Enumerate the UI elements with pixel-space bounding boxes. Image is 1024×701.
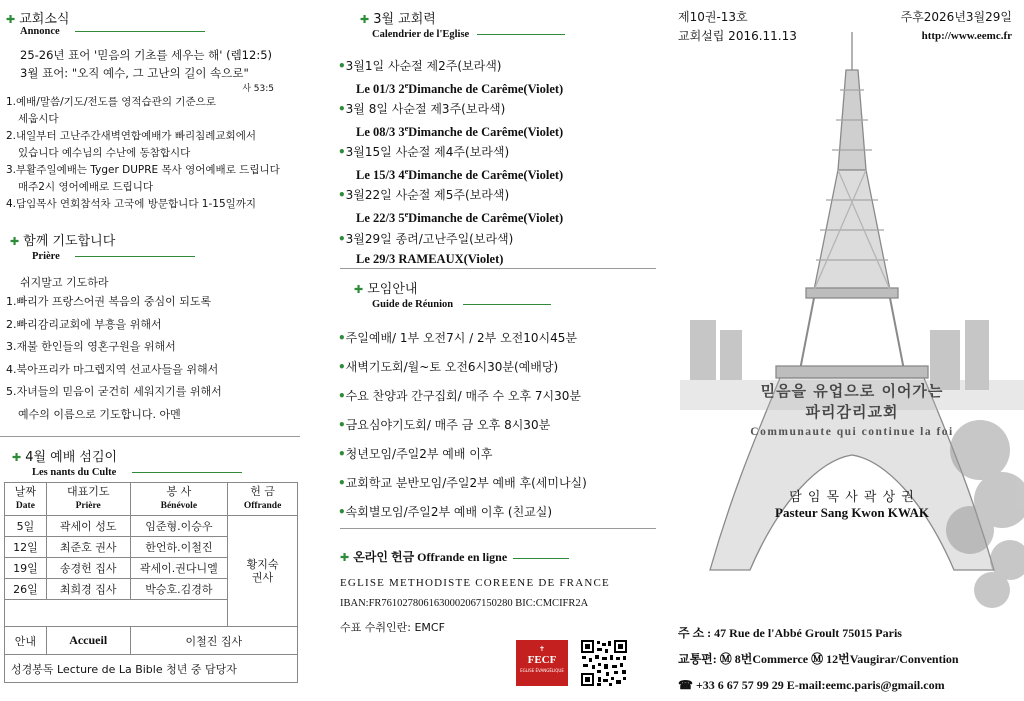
issue-date: 주후2026년3월29일: [900, 10, 1012, 24]
prayer-intro: 쉬지말고 기도하라: [20, 276, 109, 289]
news-item: 2.내일부터 고난주간새벽연합예배가 빠리침례교회에서: [6, 130, 256, 142]
cross-icon: ✚: [340, 551, 350, 564]
issue-date-block: [901, 8, 1012, 46]
table-row: 12일 최준호 권사 한언하.이철진: [5, 537, 298, 558]
news-title-fr: Annonce: [20, 26, 60, 37]
meeting-item: 주일예배/ 1부 오전7시 / 2부 오전10시45분: [345, 331, 577, 345]
qr-code-icon: [580, 639, 628, 687]
offering-cell: 황지숙 권사: [228, 516, 298, 627]
church-slogan: [680, 380, 1024, 438]
news-item: 있습니다 예수님의 수난에 동참합시다: [18, 147, 191, 159]
prayer-item: 2.빠리감리교회에 부흥을 위해서: [6, 317, 162, 331]
address: 주 소 : 47 Rue de l'Abbé Groult 75015 Paris: [678, 626, 902, 640]
calendar-item: 3월1일 사순절 제2주(보라색): [345, 59, 502, 73]
prayer-item: 5.자녀들의 믿음이 굳건히 세워지기를 위해서: [6, 385, 222, 398]
calendar-item: 3월22일 사순절 제5주(보라색): [345, 188, 510, 203]
fecf-logo: ✝ FECF EGLISE ÉVANGÉLIQUE: [516, 640, 568, 686]
online-section: [340, 548, 656, 635]
cross-icon: ✚: [12, 451, 22, 464]
service-title: 4월 예배 섬김이: [25, 450, 118, 465]
table-row: 5일 곽세이 성도 임준형.이승우 황지숙 권사: [5, 516, 298, 537]
iban: IBAN:FR7610278061630002067150280 BIC:CMCIFR2A: [340, 598, 589, 609]
news-title: 교회소식: [19, 12, 70, 27]
slogan-fr: Communaute qui continue la foi: [750, 426, 954, 438]
meeting-item: 수요 찬양과 간구집회/ 매주 수 오후 7시30분: [345, 389, 581, 403]
pastor-block: [680, 486, 1024, 521]
pastor-fr: Pasteur Sang Kwon KWAK: [775, 505, 929, 520]
prayer-item: 4.북아프리카 마그렙지역 선교사들을 위해서: [6, 362, 219, 376]
online-title: 온라인 헌금 Offrande en ligne: [353, 550, 508, 564]
cross-icon: ✚: [354, 283, 364, 296]
cross-icon: ✚: [360, 13, 370, 26]
meeting-item: 교회학교 분반모임/주일2부 예배 후(세미나실): [345, 476, 587, 490]
eiffel-tower-illustration: [680, 30, 1024, 620]
prayer-title-fr: Prière: [32, 251, 60, 262]
qr-code[interactable]: [580, 639, 628, 687]
service-table: [4, 482, 298, 683]
prayer-item: 예수의 이름으로 기도합니다. 아멘: [18, 407, 181, 421]
news-section: [6, 8, 302, 213]
calendar-item: 3월15일 사순절 제4주(보라색): [345, 145, 510, 160]
bank-name: EGLISE METHODISTE COREENE DE FRANCE: [340, 577, 610, 589]
calendar-section: ✚ 3월 교회력 Calendrier de l'Eglise •3월1일 사순절 제2주(보라색) Le 01/3 2eDimanche de Carême(Violet) •3월 8일 사순절 제3주(보라색) Le 08/3 3eDimanche de Carême(Violet) •3월15일 사순절 제4주(보라색) Le 15/3 4eDimanche de Carême(Violet) •3월22일 사순절 제5주(보라색) Le 22/3 5eDimanche de Carême(Violet) •3월29일 종려/고난주일(보라색) Le 29/3 RAMEAUX(Violet): [338, 12, 564, 266]
divider: [0, 436, 300, 437]
founded-date: 교회설립 2016.11.13: [678, 29, 797, 43]
church-name: 파리감리교회: [805, 403, 899, 421]
motto-ref: 사 53:5: [242, 84, 274, 94]
issue-info: [678, 8, 797, 46]
table-row: 19일 송경헌 집사 곽세이.권다니엘: [5, 558, 298, 579]
volume-number: 제10권-13호: [678, 10, 748, 24]
motto-line: 25-26년 표어 '믿음의 기초를 세우는 해' (렘12:5): [20, 48, 272, 62]
table-header: 헌 금 Offrande: [228, 483, 298, 516]
calendar-item: 3월 8일 사순절 제3주(보라색): [345, 102, 506, 117]
meeting-item: 속회별모임/주일2부 예배 이후 (친교실): [345, 505, 553, 519]
news-item: 세웁시다: [18, 113, 59, 125]
meetings-section: ✚ 모임안내 Guide de Réunion •주일예배/ 1부 오전7시 / 2부 오전10시45분 •새벽기도회/월~토 오전6시30분(예배당) •수요 찬양과 간구집회/ 매주 수 오후 7시30분 •금요심야기도회/ 매주 금 오후 8시30분 •청년모임/주일2부 예배 이후 •교회학교 분반모임/주일2부 예배 후(세미나실) •속회별모임/주일2부 예배 이후 (친교실): [338, 282, 587, 519]
prayer-section: [6, 230, 302, 426]
meeting-item: 새벽기도회/월~토 오전6시30분(예배당): [345, 360, 559, 374]
contact-block: [678, 620, 1018, 698]
transport: 교통편: Ⓜ 8번Commerce Ⓜ 12번Vaugirar/Convention: [678, 652, 959, 666]
meeting-item: 금요심야기도회/ 매주 금 오후 8시30분: [345, 418, 551, 432]
table-row: [5, 655, 298, 683]
table-header: 봉 사 Bénévole: [130, 483, 228, 516]
table-row: 안내 Accueil 이철진 집사: [5, 627, 298, 655]
calendar-title-fr: Calendrier de l'Eglise: [372, 29, 470, 40]
divider: [340, 268, 656, 269]
news-item: 3.부활주일예배는 Tyger DUPRE 목사 영어예배로 드립니다: [6, 164, 280, 176]
calendar-item: 3월29일 종려/고난주일(보라색): [345, 231, 514, 246]
prayer-item: 3.재불 한인들의 영혼구원을 위해서: [6, 340, 176, 353]
table-row: 26일 최희경 집사 박승호.김경하: [5, 579, 298, 600]
news-item: 1.예배/말씀/기도/전도를 영적습관의 기준으로: [6, 96, 216, 108]
contact-line[interactable]: ☎ +33 6 67 57 99 29 E-mail:eemc.paris@gmail.com: [678, 678, 945, 692]
march-motto: 3월 표어: "오직 예수, 그 고난의 길이 속으로": [20, 66, 249, 80]
news-item: 4.담임목사 연회참석차 고국에 방문합니다 1-15일까지: [6, 198, 257, 210]
meeting-item: 청년모임/주일2부 예배 이후: [345, 447, 493, 461]
table-header: 대표기도 Prière: [46, 483, 130, 516]
website-link[interactable]: http://www.eemc.fr: [921, 30, 1012, 42]
news-item: 매주2시 영어예배로 드립니다: [18, 181, 154, 193]
calendar-title: 3월 교회력: [373, 12, 436, 27]
table-header: 날짜 Date: [5, 483, 47, 516]
prayer-item: 1.빠리가 프랑스어권 복음의 중심이 되도록: [6, 295, 212, 308]
divider: [340, 528, 656, 529]
meetings-title-fr: Guide de Réunion: [372, 299, 454, 310]
cross-icon: ✚: [6, 13, 16, 26]
service-title-fr: Les nants du Culte: [32, 467, 117, 478]
meetings-title: 모임안내: [367, 282, 418, 297]
reading-line: 성경봉독 Lecture de La Bible 청년 중 담당자: [11, 662, 237, 676]
slogan-line: 믿음을 유업으로 이어가는: [760, 382, 944, 400]
prayer-title: 함께 기도합니다: [23, 234, 116, 249]
pastor-ko: 담 임 목 사 곽 상 권: [789, 490, 915, 505]
payee: 수표 수취인란: EMCF: [340, 621, 445, 634]
service-section: [6, 446, 300, 478]
cross-icon: ✚: [10, 235, 20, 248]
